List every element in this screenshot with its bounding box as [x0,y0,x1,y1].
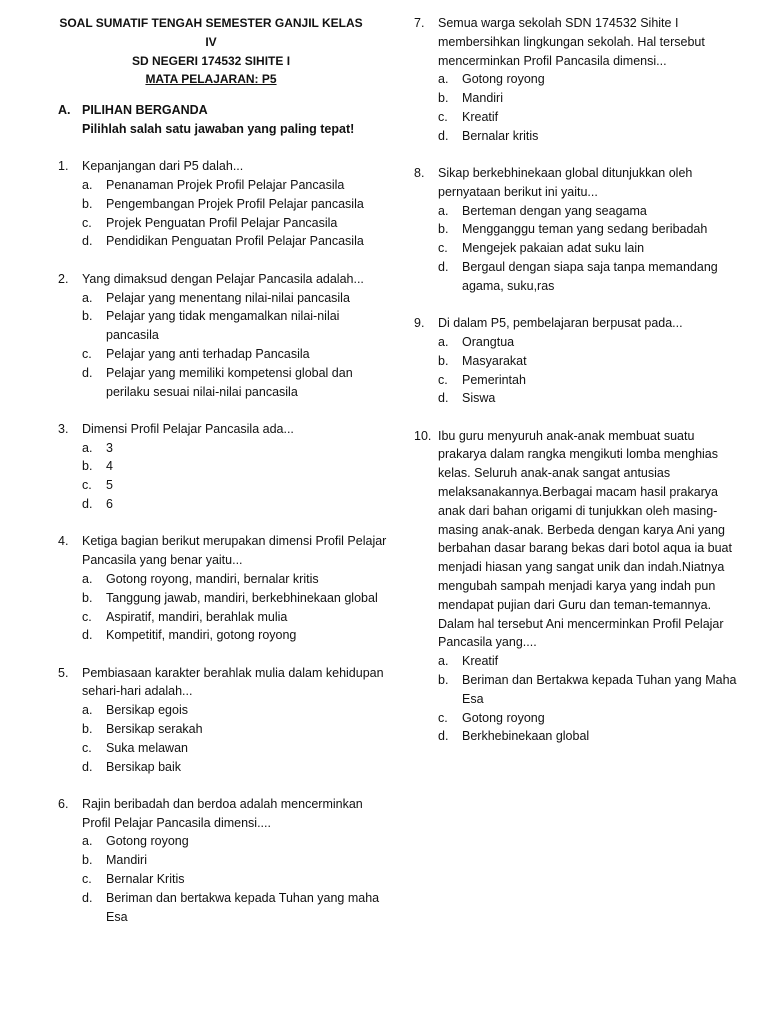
section-letter: A. [58,103,71,118]
answer-option [82,626,388,645]
option-text: Pelajar yang menentang nilai-nilai pancasila [106,290,350,305]
question-stem [58,664,388,702]
option-text: Bernalar Kritis [106,872,185,887]
answer-option [82,289,388,308]
option-letter: c. [82,346,92,361]
option-letter: a. [438,72,449,87]
option-letter: d. [82,234,93,249]
answer-option [438,709,744,728]
option-text: Bersikap egois [106,703,188,718]
question-2 [58,270,388,402]
option-text: Gotong royong [462,710,545,725]
answer-option [82,720,388,739]
option-text: Aspiratif, mandiri, berahlak mulia [106,609,288,624]
answer-option [438,371,744,390]
option-letter: b. [438,91,449,106]
answer-option [82,439,388,458]
answer-option [438,202,744,221]
option-letter: b. [82,459,93,474]
answer-options [414,333,744,408]
option-text: Bergaul dengan siapa saja tanpa memandang agama, suku,ras [462,260,718,293]
answer-options [414,202,744,296]
option-letter: c. [82,478,92,493]
left-column [58,14,388,926]
question-text: Ibu guru menyuruh anak-anak membuat suatu prakarya dalam rangka mengikuti lomba menghias kelas. Seluruh anak-anak sangat antusias melaksanakannya.Berbagai macam hasil prakarya anak dari bahan origami di tunjukkan oleh masing-masing anak-anak. Berbeda dengan karya Ani yang berbahan dasar barang bekas dari botol aqua ia buat menjadi hiasan yang sangat unik dan indah.Niatnya mengubah sampah menjadi karya yang indah pun mendapat pujian dari Guru dan teman-temannya. Dalam hal tersebut Ani mencerminkan Profil Pelajar Pancasila yang.... [438,428,732,650]
question-number: 2. [58,271,69,286]
option-letter: b. [438,353,449,368]
question-text: Yang dimaksud dengan Pelajar Pancasila adalah... [82,271,364,286]
option-letter: a. [438,203,449,218]
question-text: Rajin beribadah dan berdoa adalah mencerminkan Profil Pelajar Pancasila dimensi.... [82,796,363,830]
option-text: Pemerintah [462,372,526,387]
question-text: Ketiga bagian berikut merupakan dimensi Profil Pelajar Pancasila yang benar yaitu... [82,534,387,568]
answer-option [82,832,388,851]
answer-option [438,727,744,746]
option-text: Gotong royong, mandiri, bernalar kritis [106,571,319,586]
option-text: Berteman dengan yang seagama [462,203,647,218]
question-number: 7. [414,16,425,30]
answer-option [438,108,744,127]
question-text: Kepanjangan dari P5 dalah... [82,159,244,174]
option-text: Kompetitif, mandiri, gotong royong [106,628,297,643]
answer-option [82,870,388,889]
section-title: PILIHAN BERGANDA [82,103,208,118]
option-letter: d. [438,729,449,744]
answer-option [82,589,388,608]
section-header [58,101,388,139]
option-letter: a. [82,571,93,586]
question-number: 6. [58,796,69,811]
question-number: 1. [58,159,69,174]
option-letter: a. [82,290,93,305]
option-letter: a. [82,834,93,849]
exam-title: SOAL SUMATIF TENGAH SEMESTER GANJIL KELAS IV [59,16,363,49]
question-stem [58,420,388,439]
option-text: Masyarakat [462,353,527,368]
option-text: Pendidikan Penguatan Profil Pelajar Pancasila [106,234,364,249]
question-stem [58,532,388,570]
answer-options [58,289,388,402]
answer-option [82,739,388,758]
answer-option [438,89,744,108]
option-text: Pengembangan Projek Profil Pelajar pancasila [106,196,364,211]
answer-option [82,570,388,589]
answer-option [438,671,744,709]
answer-option [82,758,388,777]
question-3 [58,420,388,514]
option-letter: b. [82,196,93,211]
option-letter: b. [82,722,93,736]
option-letter: d. [82,890,93,905]
option-text: Beriman dan bertakwa kepada Tuhan yang maha Esa [106,890,380,924]
question-stem [414,14,744,70]
option-letter: d. [82,497,93,512]
answer-option [82,345,388,364]
answer-option [82,476,388,495]
question-stem [58,157,388,176]
option-text: Orangtua [462,334,515,349]
option-text: Kreatif [462,109,499,124]
answer-option [82,889,388,927]
answer-options [58,570,388,645]
answer-options [58,701,388,776]
option-text: Berkhebinekaan global [462,729,590,744]
question-stem [58,795,388,833]
option-letter: c. [82,215,92,230]
option-text: Pelajar yang memiliki kompetensi global dan perilaku sesuai nilai-nilai pancasila [106,365,353,399]
option-text: Mandiri [106,853,147,868]
answer-options [58,176,388,251]
option-text: Gotong royong [462,72,545,87]
question-5 [58,664,388,777]
answer-option [438,70,744,89]
option-text: Penanaman Projek Profil Pelajar Pancasila [106,178,345,193]
question-10 [414,427,744,747]
question-text: Sikap berkebhinekaan global ditunjukkan oleh pernyataan berikut ini yaitu... [438,166,693,199]
question-stem [58,270,388,289]
option-text: 6 [106,497,113,512]
answer-option [438,333,744,352]
right-column [414,14,744,746]
option-text: 4 [106,459,113,474]
answer-option [438,127,744,146]
option-text: Bersikap serakah [106,722,203,736]
answer-options [414,652,744,746]
answer-option [82,851,388,870]
option-text: Pelajar yang tidak mengamalkan nilai-nilai pancasila [106,309,340,343]
option-text: Bersikap baik [106,759,182,774]
question-number: 9. [414,316,425,331]
option-letter: b. [438,673,449,687]
option-letter: a. [438,334,449,349]
option-letter: d. [82,628,93,643]
answer-option [82,608,388,627]
option-letter: d. [82,759,93,774]
questions-left [58,157,388,926]
option-text: Siswa [462,391,496,406]
option-letter: c. [438,109,448,124]
answer-option [82,457,388,476]
option-text: Kreatif [462,654,499,669]
option-text: Tanggung jawab, mandiri, berkebhinekaan global [106,590,378,605]
answer-option [82,232,388,251]
option-letter: c. [82,740,92,755]
answer-options [58,439,388,514]
option-text: Mandiri [462,91,503,106]
school-name: SD NEGERI 174532 SIHITE I [131,53,291,68]
option-letter: c. [438,241,448,256]
option-text: Beriman dan Bertakwa kepada Tuhan yang Maha Esa [462,673,737,706]
option-text: Suka melawan [106,740,188,755]
question-6 [58,795,388,927]
option-text: Mengejek pakaian adat suku lain [462,241,645,256]
question-stem [414,164,744,202]
answer-option [438,258,744,296]
answer-option [438,389,744,408]
document-header [58,14,364,89]
answer-option [438,652,744,671]
option-text: 5 [106,478,113,493]
option-letter: c. [82,609,92,624]
question-number: 5. [58,665,69,680]
option-letter: d. [438,260,449,275]
option-letter: a. [82,703,93,718]
option-text: 3 [106,440,113,455]
answer-option [82,195,388,214]
answer-option [438,220,744,239]
question-4 [58,532,388,645]
answer-option [82,176,388,195]
answer-option [82,701,388,720]
answer-option [438,352,744,371]
answer-option [82,364,388,402]
answer-options [58,832,388,926]
question-stem [414,427,744,653]
option-text: Projek Penguatan Profil Pelajar Pancasila [106,215,338,230]
question-1 [58,157,388,251]
question-9 [414,314,744,408]
question-text: Pembiasaan karakter berahlak mulia dalam kehidupan sehari-hari adalah... [82,665,384,699]
option-letter: c. [438,372,448,387]
option-letter: b. [82,590,93,605]
question-number: 8. [414,166,425,181]
question-stem [414,314,744,333]
question-text: Dimensi Profil Pelajar Pancasila ada... [82,421,294,436]
question-number: 10. [414,428,432,443]
option-text: Bernalar kritis [462,128,539,143]
subject-line: MATA PELAJARAN: P5 [145,72,277,87]
option-letter: d. [82,365,93,380]
answer-option [82,495,388,514]
question-number: 3. [58,421,69,436]
question-8 [414,164,744,296]
option-text: Gotong royong [106,834,189,849]
option-letter: c. [82,872,92,887]
section-instruction: Pilihlah salah satu jawaban yang paling tepat! [82,121,355,136]
option-text: Mengganggu teman yang sedang beribadah [462,222,708,237]
answer-option [438,239,744,258]
answer-option [82,307,388,345]
question-7 [414,14,744,146]
questions-right [414,14,744,746]
answer-options [414,70,744,145]
option-letter: b. [82,309,93,324]
option-letter: d. [438,128,449,143]
option-letter: d. [438,391,449,406]
question-text: Semua warga sekolah SDN 174532 Sihite I membersihkan lingkungan sekolah. Hal tersebut mencerminkan Profil Pancasila dimensi... [438,16,705,68]
option-letter: a. [82,178,93,193]
option-letter: b. [82,853,93,868]
answer-option [82,214,388,233]
option-letter: c. [438,710,448,725]
question-number: 4. [58,534,69,549]
option-letter: a. [438,654,449,669]
option-letter: a. [82,440,93,455]
option-text: Pelajar yang anti terhadap Pancasila [106,346,310,361]
question-text: Di dalam P5, pembelajaran berpusat pada... [438,316,683,331]
option-letter: b. [438,222,449,237]
